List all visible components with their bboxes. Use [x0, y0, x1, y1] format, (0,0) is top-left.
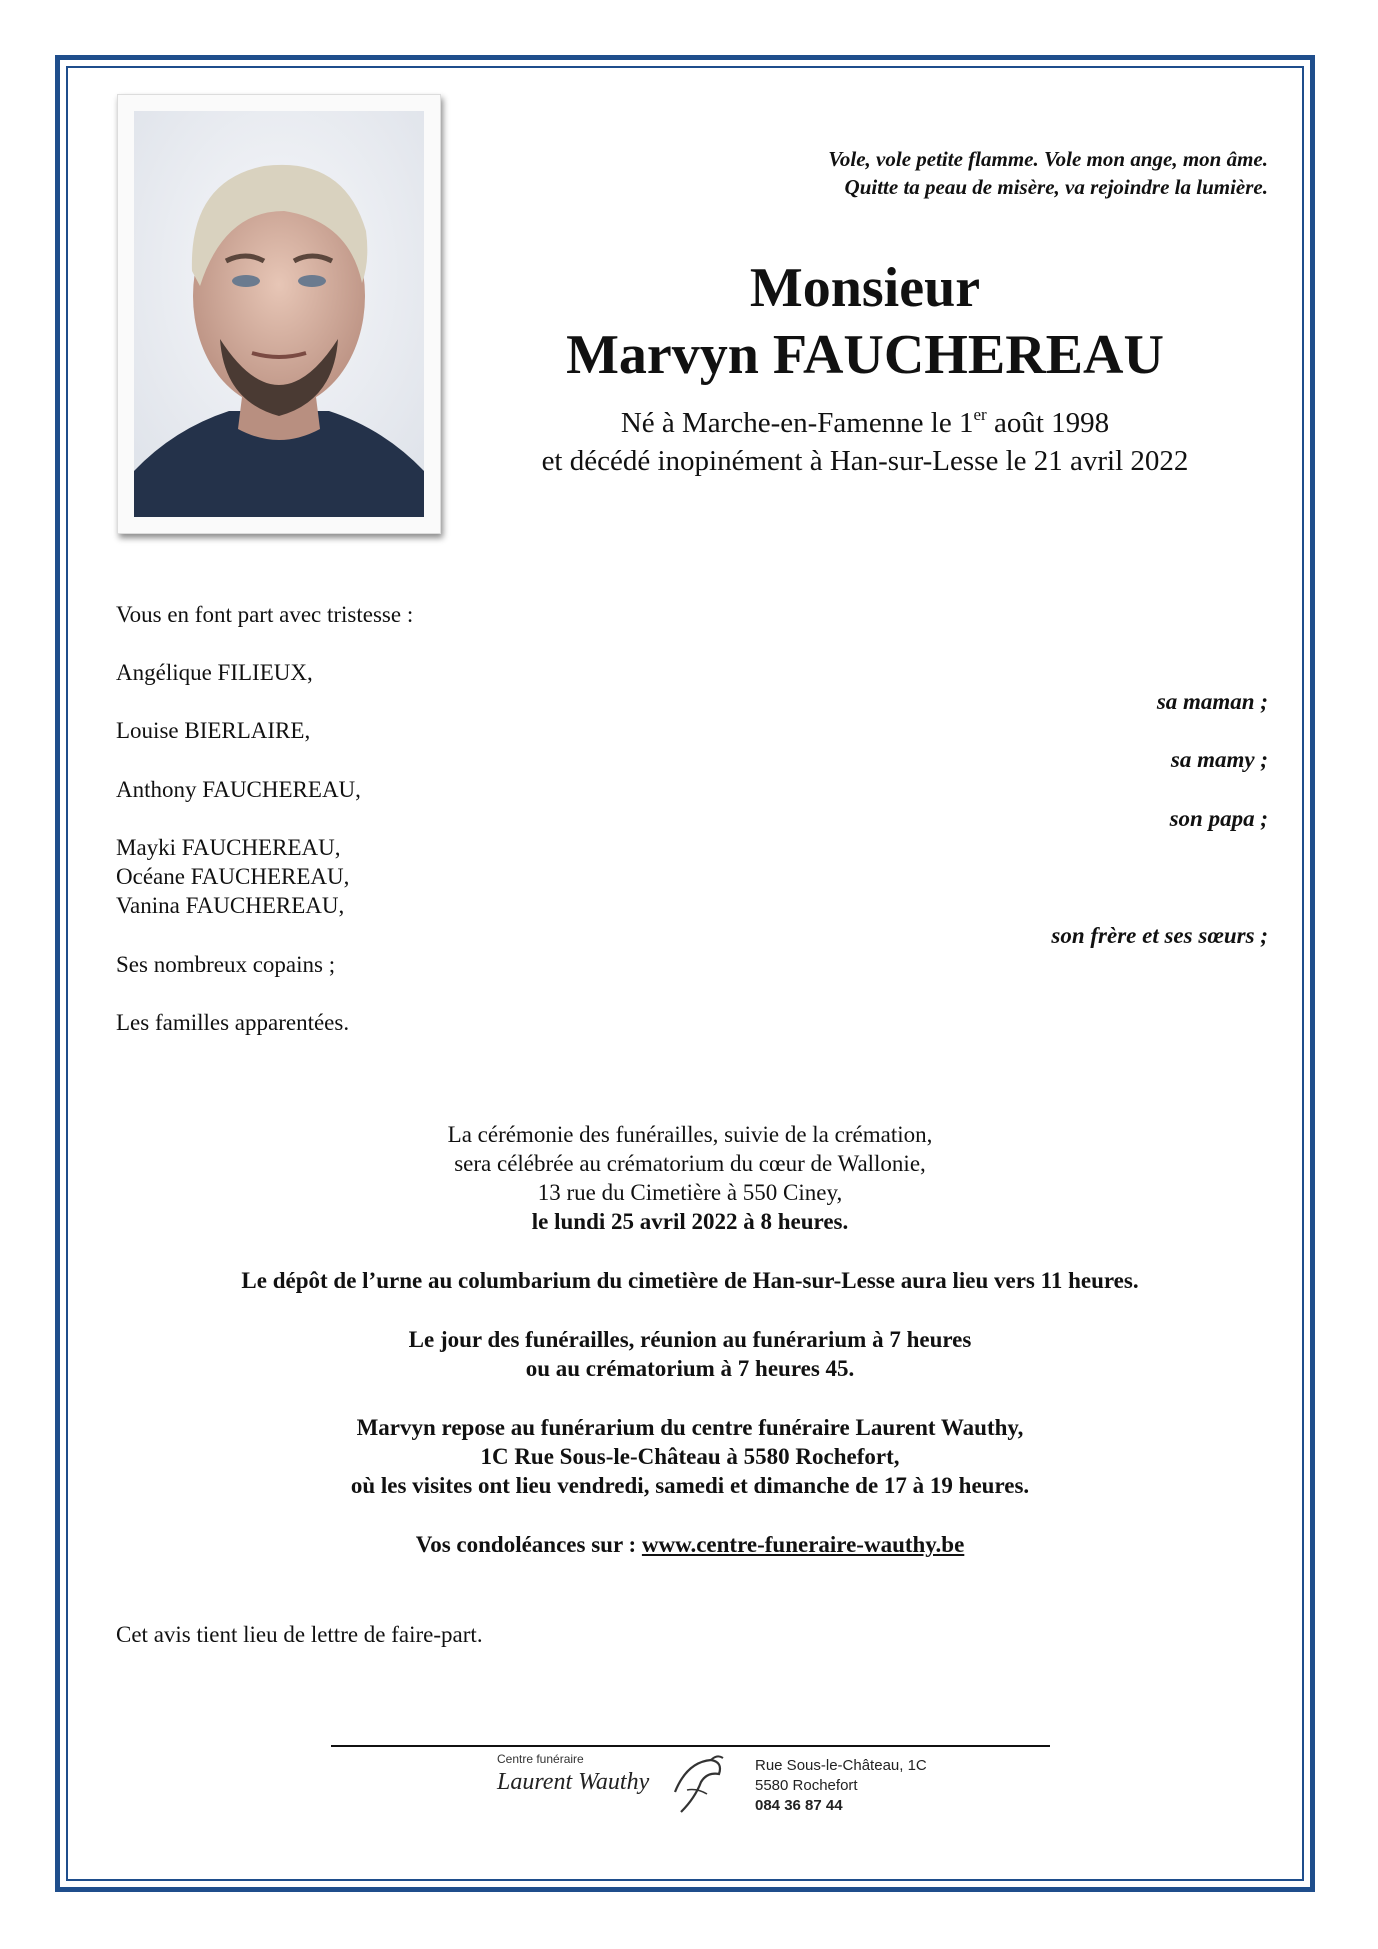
family-role: son frère et ses sœurs ;: [1051, 923, 1268, 948]
family-member: Ses nombreux copains ;: [116, 952, 336, 977]
birth-line: [480, 403, 1250, 443]
ceremony-line: 13 rue du Cimetière à 550 Ciney,: [537, 1180, 843, 1205]
death-line: et décédé inopinément à Han-sur-Lesse le 21 avril 2022: [541, 445, 1189, 477]
family-member: Océane FAUCHEREAU,: [116, 864, 350, 889]
rest-line: 1C Rue Sous-le-Château à 5580 Rochefort,: [480, 1444, 900, 1469]
family-role: sa mamy ;: [1170, 747, 1268, 772]
logo-name: Laurent Wauthy: [497, 1769, 650, 1795]
family-member: Mayki FAUCHEREAU,: [116, 835, 341, 860]
family-member: Vanina FAUCHEREAU,: [116, 893, 345, 918]
birth-suffix: août 1998: [986, 407, 1110, 439]
ceremony-line: sera célébrée au crématorium du cœur de Wallonie,: [454, 1151, 926, 1176]
condolences-link[interactable]: www.centre-funeraire-wauthy.be: [641, 1532, 965, 1557]
condolences-label: Vos condoléances sur :: [415, 1532, 642, 1557]
family-member: Angélique FILIEUX,: [116, 660, 313, 685]
family-member: Louise BIERLAIRE,: [116, 718, 311, 743]
meeting-line: Le jour des funérailles, réunion au funérarium à 7 heures: [408, 1327, 972, 1352]
birth-ordinal: er: [973, 405, 987, 424]
family-role: son papa ;: [1169, 806, 1268, 831]
funeral-home-logo: [497, 1752, 742, 1818]
poem: [628, 145, 1268, 201]
bird-icon: [667, 1752, 727, 1818]
urn-deposit: Le dépôt de l’urne au columbarium du cimetière de Han-sur-Lesse aura lieu vers 11 heures.: [241, 1268, 1139, 1293]
honorific: Monsieur: [749, 257, 981, 319]
condolences: [100, 1530, 1280, 1559]
notice: Cet avis tient lieu de lettre de faire-part.: [116, 1622, 483, 1647]
portrait-photo: [117, 94, 441, 534]
family-member: Anthony FAUCHEREAU,: [116, 777, 361, 802]
rest-line: Marvyn repose au funérarium du centre funéraire Laurent Wauthy,: [356, 1415, 1024, 1440]
footer-divider: [331, 1745, 1050, 1747]
footer-city: 5580 Rochefort: [755, 1777, 858, 1794]
footer-phone: 084 36 87 44: [755, 1797, 843, 1814]
poem-line: Quitte ta peau de misère, va rejoindre la lumière.: [844, 175, 1268, 199]
logo-small-text: Centre funéraire: [497, 1752, 584, 1766]
meeting-line: ou au crématorium à 7 heures 45.: [525, 1356, 855, 1381]
deceased-name: Marvyn FAUCHEREAU: [566, 324, 1164, 386]
birth-prefix: Né à Marche-en-Famenne le 1: [620, 407, 974, 439]
family-member: Les familles apparentées.: [116, 1010, 350, 1035]
rest-line: où les visites ont lieu vendredi, samedi et dimanche de 17 à 19 heures.: [350, 1473, 1030, 1498]
family-role: sa maman ;: [1156, 689, 1268, 714]
family-intro: Vous en font part avec tristesse :: [116, 602, 414, 627]
ceremony-date: le lundi 25 avril 2022 à 8 heures.: [531, 1209, 849, 1234]
ceremony-line: La cérémonie des funérailles, suivie de la crémation,: [447, 1122, 933, 1147]
poem-line: Vole, vole petite flamme. Vole mon ange, mon âme.: [828, 147, 1268, 171]
footer-address: Rue Sous-le-Château, 1C: [755, 1757, 927, 1774]
